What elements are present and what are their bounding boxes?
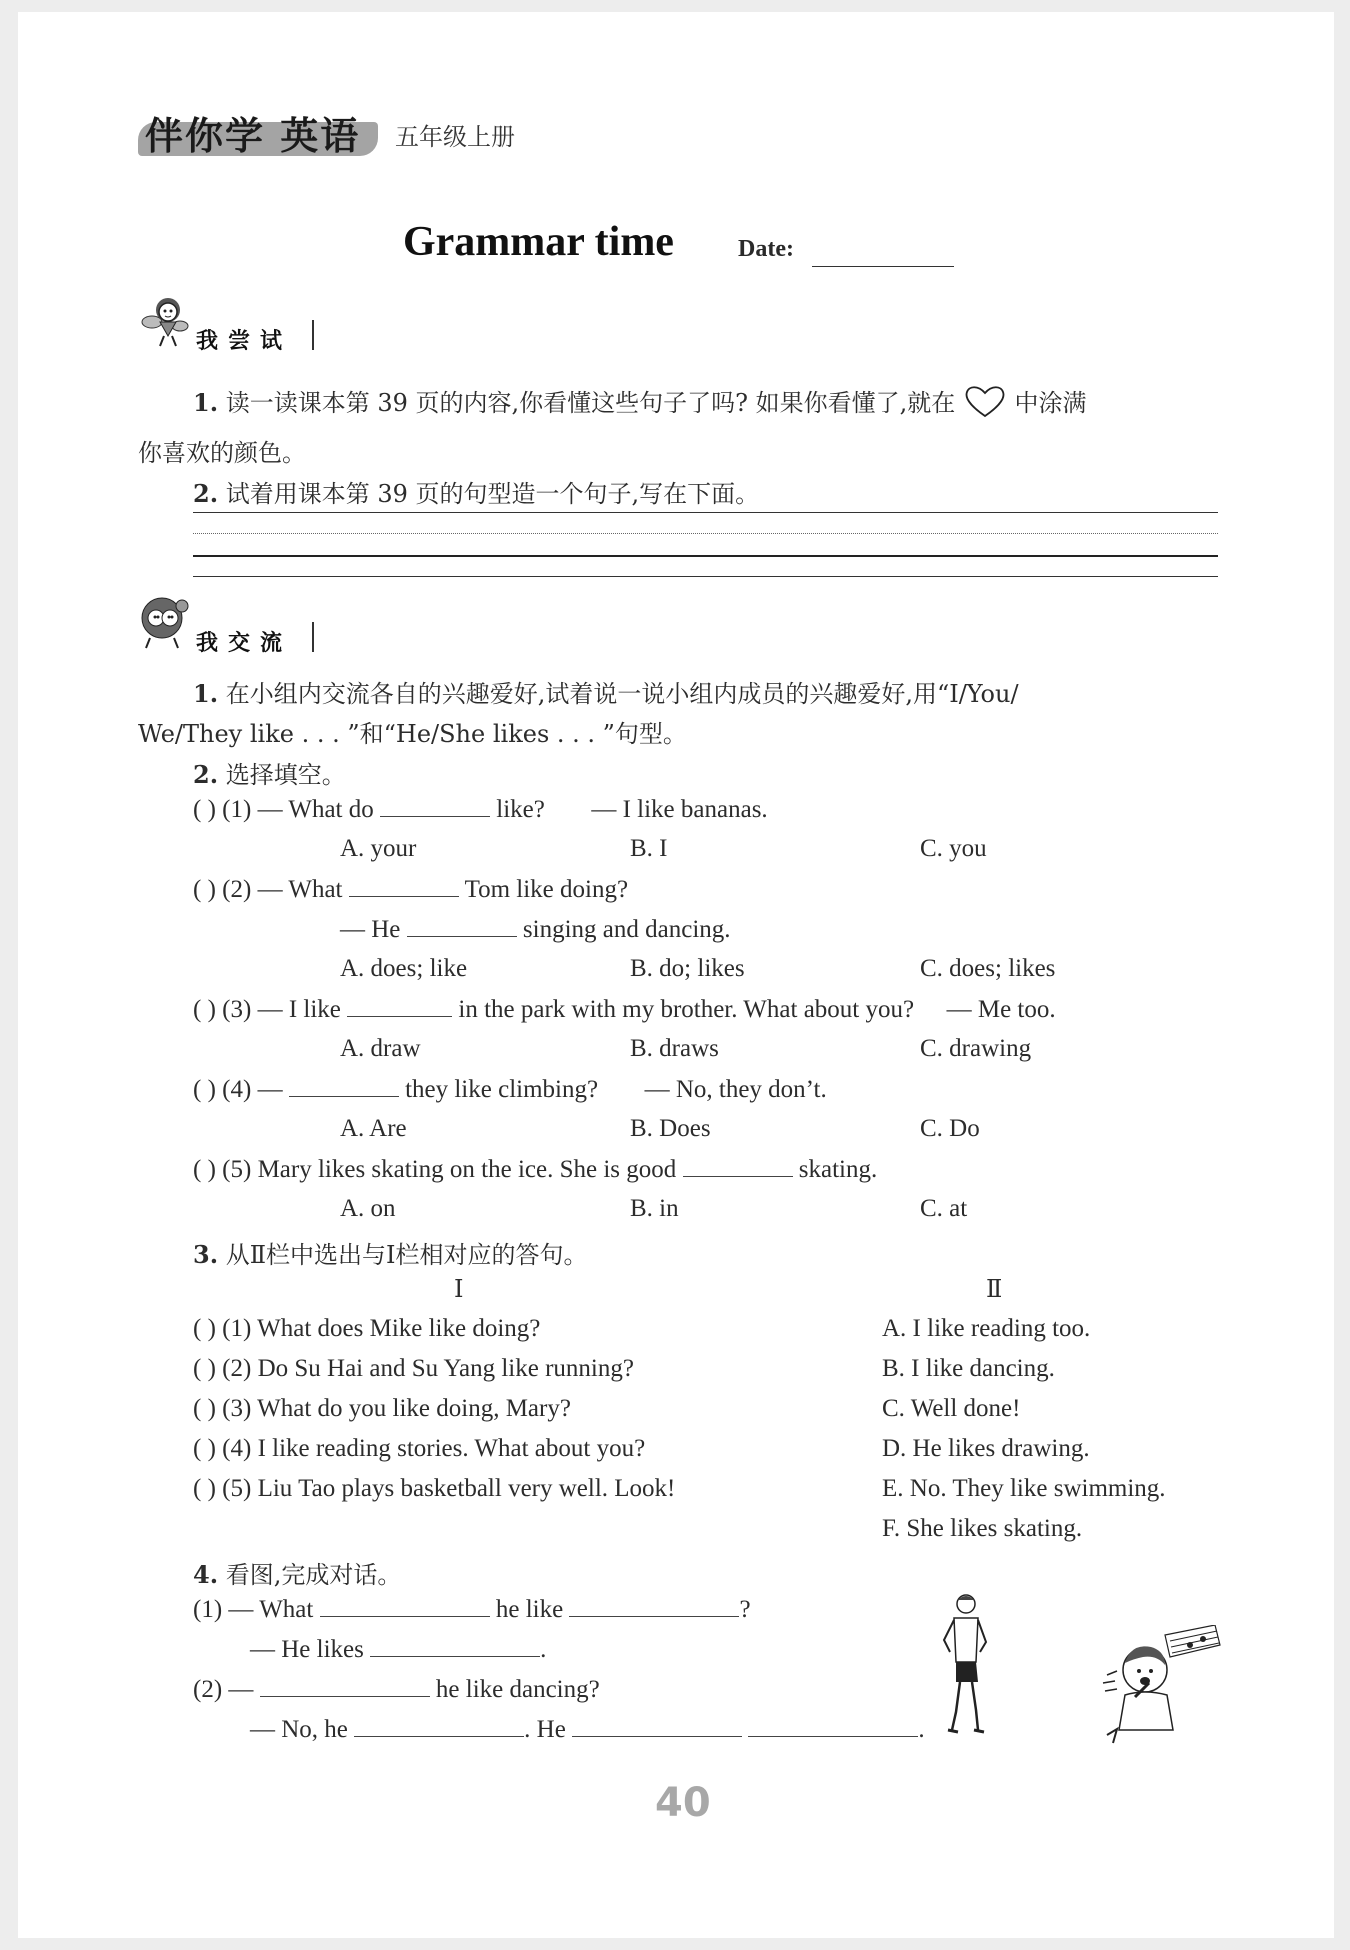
match-left-4 xyxy=(193,1435,645,1463)
section-exchange-divider xyxy=(312,622,314,652)
q1-blank[interactable] xyxy=(380,795,490,817)
d1-text-a: — What xyxy=(228,1596,314,1623)
section-try-label: 我尝试 xyxy=(196,329,293,354)
match-left-number: (1) xyxy=(222,1315,252,1342)
s1-item2 xyxy=(193,474,759,509)
writing-line-base[interactable] xyxy=(193,555,1218,557)
match-left-1 xyxy=(193,1315,540,1343)
q5-option-b[interactable]: B. in xyxy=(630,1195,679,1222)
match-right-b: B. I like dancing. xyxy=(882,1355,1055,1382)
q2-row xyxy=(193,875,628,904)
q1-text-c: — I like bananas. xyxy=(591,796,768,823)
writing-line-top[interactable] xyxy=(193,512,1218,513)
s2-item3-heading-text: 从Ⅱ栏中选出与Ⅰ栏相对应的答句。 xyxy=(225,1241,588,1269)
answer-paren[interactable]: ( ) xyxy=(193,1315,216,1342)
match-left-number: (5) xyxy=(222,1475,252,1502)
d2-number: (2) xyxy=(193,1676,223,1703)
answer-paren[interactable]: ( ) xyxy=(193,1435,216,1462)
match-left-number: (4) xyxy=(222,1435,252,1462)
q3-text-b: in the park with my brother. What about you? xyxy=(458,996,915,1023)
section-exchange-label: 我交流 xyxy=(196,631,293,656)
q4-option-c[interactable]: C. Do xyxy=(920,1115,980,1142)
q3-option-a[interactable]: A. draw xyxy=(340,1035,421,1062)
d2-text-b: he like dancing? xyxy=(435,1676,600,1703)
q2-number: (2) xyxy=(222,876,252,903)
match-right-c: C. Well done! xyxy=(882,1395,1021,1422)
match-right-a: A. I like reading too. xyxy=(882,1315,1091,1342)
header-subtitle: 五年级上册 xyxy=(395,123,515,151)
match-left-text: Liu Tao plays basketball very well. Look! xyxy=(257,1475,676,1502)
s2-item4-heading-text: 看图,完成对话。 xyxy=(225,1561,402,1589)
d1-blank-3[interactable] xyxy=(370,1635,540,1657)
writing-line-dotted[interactable] xyxy=(193,533,1218,534)
answer-paren[interactable]: ( ) xyxy=(193,1355,216,1382)
answer-paren[interactable]: ( ) xyxy=(193,1156,216,1183)
match-right-d: D. He likes drawing. xyxy=(882,1435,1090,1462)
d1-text-c: ? xyxy=(739,1596,751,1623)
s2-item2-heading xyxy=(193,755,346,790)
match-right-f: F. She likes skating. xyxy=(882,1515,1083,1542)
s1-item1-text: 读一读课本第 39 页的内容,你看懂这些句子了吗? 如果你看懂了,就在 xyxy=(225,389,956,417)
d2-blank-1[interactable] xyxy=(260,1675,430,1697)
s2-item1-text: 在小组内交流各自的兴趣爱好,试着说一说小组内成员的兴趣爱好,用“I/You/ xyxy=(225,680,1019,708)
q3-text-c: — Me too. xyxy=(946,996,1056,1023)
d1-blank-2[interactable] xyxy=(569,1595,739,1617)
column-1-header: Ⅰ xyxy=(454,1275,464,1303)
d1-text-c2: . xyxy=(540,1636,547,1663)
q4-option-b[interactable]: B. Does xyxy=(630,1115,711,1142)
q4-text-c: — No, they don’t. xyxy=(644,1076,827,1103)
q3-number: (3) xyxy=(222,996,252,1023)
girl-mascot-icon xyxy=(138,292,194,348)
column-2-header: Ⅱ xyxy=(986,1275,1003,1303)
match-left-text: I like reading stories. What about you? xyxy=(257,1435,646,1462)
answer-paren[interactable]: ( ) xyxy=(193,1395,216,1422)
q1-number: (1) xyxy=(222,796,252,823)
d1-text-b: he like xyxy=(495,1596,564,1623)
d2-blank-2[interactable] xyxy=(354,1715,524,1737)
d2-text-c2: . xyxy=(918,1716,925,1743)
s1-item2-number: 2. xyxy=(193,479,219,508)
q1-option-b[interactable]: B. I xyxy=(630,835,668,862)
q5-number: (5) xyxy=(222,1156,252,1183)
q2-option-a[interactable]: A. does; like xyxy=(340,955,468,982)
s2-item1-line1 xyxy=(193,674,1019,709)
q4-text-a: — xyxy=(257,1076,283,1103)
singing-boy-illustration xyxy=(1095,1625,1225,1750)
match-left-text: What do you like doing, Mary? xyxy=(257,1395,571,1422)
d2-text-a: — xyxy=(228,1676,254,1703)
s2-item1-line2: We/They like . . . ”和“He/She likes . . . ”句型。 xyxy=(138,720,687,748)
q3-option-c[interactable]: C. drawing xyxy=(920,1035,1032,1062)
q2-option-b[interactable]: B. do; likes xyxy=(630,955,745,982)
q2-blank-1[interactable] xyxy=(349,875,459,897)
d2-blank-3[interactable] xyxy=(572,1715,742,1737)
match-left-number: (3) xyxy=(222,1395,252,1422)
match-left-text: Do Su Hai and Su Yang like running? xyxy=(257,1355,634,1382)
d1-number: (1) xyxy=(193,1596,223,1623)
match-left-3 xyxy=(193,1395,571,1423)
answer-paren[interactable]: ( ) xyxy=(193,1076,216,1103)
page-number: 40 xyxy=(655,1780,711,1826)
section-try-divider xyxy=(312,320,314,350)
q2-option-c[interactable]: C. does; likes xyxy=(920,955,1056,982)
match-left-number: (2) xyxy=(222,1355,252,1382)
writing-line-bottom[interactable] xyxy=(193,576,1218,577)
q4-blank[interactable] xyxy=(289,1075,399,1097)
match-left-text: What does Mike like doing? xyxy=(257,1315,541,1342)
s2-item4-heading xyxy=(193,1555,401,1590)
q2-text-a: — What xyxy=(257,876,343,903)
d2-text-a2: — No, he xyxy=(250,1716,348,1743)
d1-row-1 xyxy=(193,1595,751,1624)
q5-row xyxy=(193,1155,877,1184)
answer-paren[interactable]: ( ) xyxy=(193,876,216,903)
d2-row-1 xyxy=(193,1675,600,1704)
d2-text-b2: . He xyxy=(524,1716,566,1743)
d1-blank-1[interactable] xyxy=(320,1595,490,1617)
s2-item2-heading-text: 选择填空。 xyxy=(225,761,346,789)
match-right-e: E. No. They like swimming. xyxy=(882,1475,1166,1502)
s1-item1-number: 1. xyxy=(193,388,219,417)
match-left-5 xyxy=(193,1475,675,1503)
q4-number: (4) xyxy=(222,1076,252,1103)
q1-text-b: like? xyxy=(496,796,545,823)
s2-item3-number: 3. xyxy=(193,1240,219,1269)
answer-paren[interactable]: ( ) xyxy=(193,1475,216,1502)
q5-text-a: Mary likes skating on the ice. She is good xyxy=(257,1156,677,1183)
s1-item2-text: 试着用课本第 39 页的句型造一个句子,写在下面。 xyxy=(225,480,760,508)
q4-option-a[interactable]: A. Are xyxy=(340,1115,407,1142)
page-title: Grammar time xyxy=(403,219,674,265)
q5-blank[interactable] xyxy=(683,1155,793,1177)
q5-option-c[interactable]: C. at xyxy=(920,1195,968,1222)
q4-text-b: they like climbing? xyxy=(405,1076,599,1103)
q2-text-b: Tom like doing? xyxy=(464,876,629,903)
q1-option-c[interactable]: C. you xyxy=(920,835,987,862)
match-left-2 xyxy=(193,1355,634,1383)
d1-row-2 xyxy=(250,1635,546,1664)
answer-paren[interactable]: ( ) xyxy=(193,996,216,1023)
s1-item1-line1 xyxy=(193,383,1087,419)
kids-mascot-icon xyxy=(138,594,194,650)
q2-blank-2[interactable] xyxy=(407,915,517,937)
heart-icon[interactable] xyxy=(963,383,1007,419)
running-man-illustration xyxy=(930,1590,1000,1740)
d2-blank-4[interactable] xyxy=(748,1715,918,1737)
s2-item2-number: 2. xyxy=(193,760,219,789)
date-field-line[interactable] xyxy=(812,266,954,267)
q3-row xyxy=(193,995,1056,1024)
q4-row xyxy=(193,1075,827,1104)
q2-text-b2: singing and dancing. xyxy=(522,916,731,943)
s1-item1-line2: 你喜欢的颜色。 xyxy=(138,439,306,467)
q1-text-a: — What do xyxy=(257,796,374,823)
s1-item1-text-end: 中涂满 xyxy=(1014,389,1087,417)
q1-option-a[interactable]: A. your xyxy=(340,835,417,862)
d2-row-2 xyxy=(250,1715,925,1744)
s2-item4-number: 4. xyxy=(193,1560,219,1589)
q3-option-b[interactable]: B. draws xyxy=(630,1035,719,1062)
q1-row xyxy=(193,795,768,824)
q5-text-b: skating. xyxy=(798,1156,878,1183)
d1-text-a2: — He likes xyxy=(250,1636,364,1663)
q5-option-a[interactable]: A. on xyxy=(340,1195,396,1222)
q3-text-a: — I like xyxy=(257,996,341,1023)
q3-blank[interactable] xyxy=(347,995,452,1017)
date-label: Date: xyxy=(738,236,794,262)
header-brand: 伴你学 英语 xyxy=(145,114,361,158)
s2-item3-heading xyxy=(193,1235,588,1270)
s2-item1-number: 1. xyxy=(193,679,219,708)
q2-text-a2: — He xyxy=(340,916,401,943)
q2-row-2 xyxy=(340,915,731,944)
answer-paren[interactable]: ( ) xyxy=(193,796,216,823)
